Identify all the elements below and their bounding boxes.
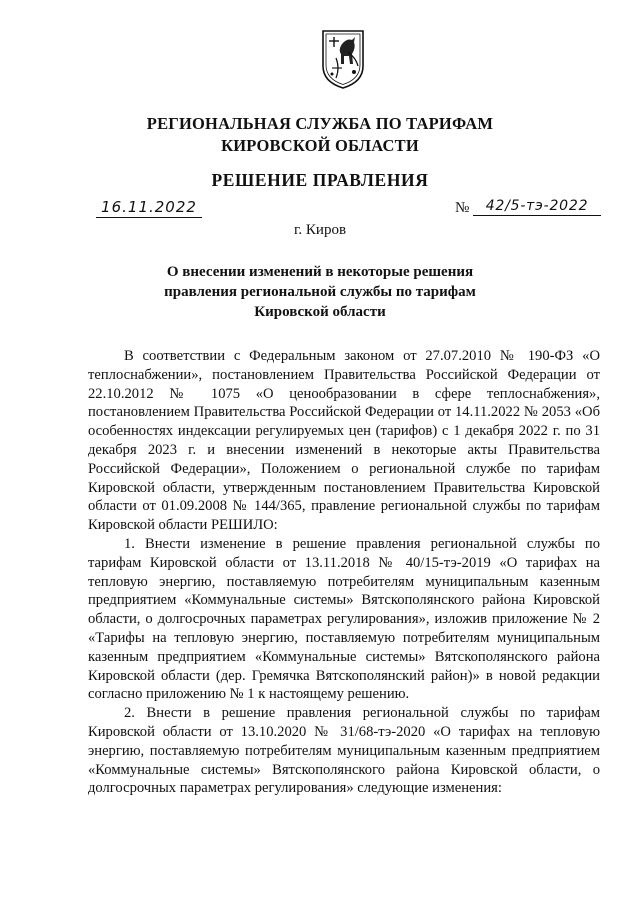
- organization-name-line2: КИРОВСКОЙ ОБЛАСТИ: [221, 136, 419, 155]
- document-body: [88, 347, 600, 798]
- body-paragraph-item1: 1. Внести изменение в решение правления региональной службы по тарифам Кировской области от 13.11.2018 № 40/15-тэ-2019 «О тарифах на тепловую энергию, поставляемую потребителям муниципальным казенным предприятием «Коммунальные системы» Вятскополянского района Кировской области, о долгосрочных параметрах регулирования», изложив приложение № 2 «Тарифы на тепловую энергию, поставляемую потребителям муниципальным казенным предприятием «Коммунальные системы» Вятскополянского района Кировской области (дер. Гремячка Вятскополянский район)» в новой редакции согласно приложению № 1 к настоящему решению.: [88, 535, 600, 703]
- organization-name-line1: РЕГИОНАЛЬНАЯ СЛУЖБА ПО ТАРИФАМ: [146, 114, 494, 133]
- body-paragraph-item2: 2. Внести в решение правления региональной службы по тарифам Кировской области от 13.10.2020 № 31/68-тэ-2020 «О тарифах на тепловую энергию, поставляемую потребителям муниципальным казенным предприятием «Коммунальные системы» Вятскополянского района Кировской области, о долгосрочных параметрах регулирования» следующие изменения:: [88, 705, 600, 797]
- handwritten-document-number: 42/5-тэ-2022: [473, 198, 601, 216]
- kirov-oblast-coat-of-arms-icon: [320, 28, 366, 90]
- body-paragraph-preamble: В соответствии с Федеральным законом от 27.07.2010 № 190-ФЗ «О теплоснабжении», постановлением Правительства Российской Федерации от 22.10.2012 № 1075 «О ценообразовании в сфере теплоснабжения», постановлением Правительства Российской Федерации от 14.11.2022 № 2053 «Об особенностях индексации регулируемых цен (тарифов) с 1 декабря 2022 г. по 31 декабря 2023 г. и внесении изменений в некоторые акты Правительства Российской Федерации», Положением о региональной службе по тарифам Кировской области, утвержденным постановлением Правительства Кировской области от 01.09.2008 № 144/365, правление региональной службы по тарифам Кировской области РЕШИЛО:: [88, 348, 600, 534]
- document-subject: [100, 262, 540, 322]
- subject-line2: правления региональной службы по тарифам: [164, 284, 476, 300]
- handwritten-date: 16.11.2022: [96, 198, 202, 218]
- number-sign: №: [455, 200, 470, 216]
- document-type-title: РЕШЕНИЕ ПРАВЛЕНИЯ: [211, 170, 429, 190]
- subject-line1: О внесении изменений в некоторые решения: [166, 264, 474, 280]
- city-label: г. Киров: [293, 222, 347, 238]
- subject-line3: Кировской области: [254, 304, 386, 320]
